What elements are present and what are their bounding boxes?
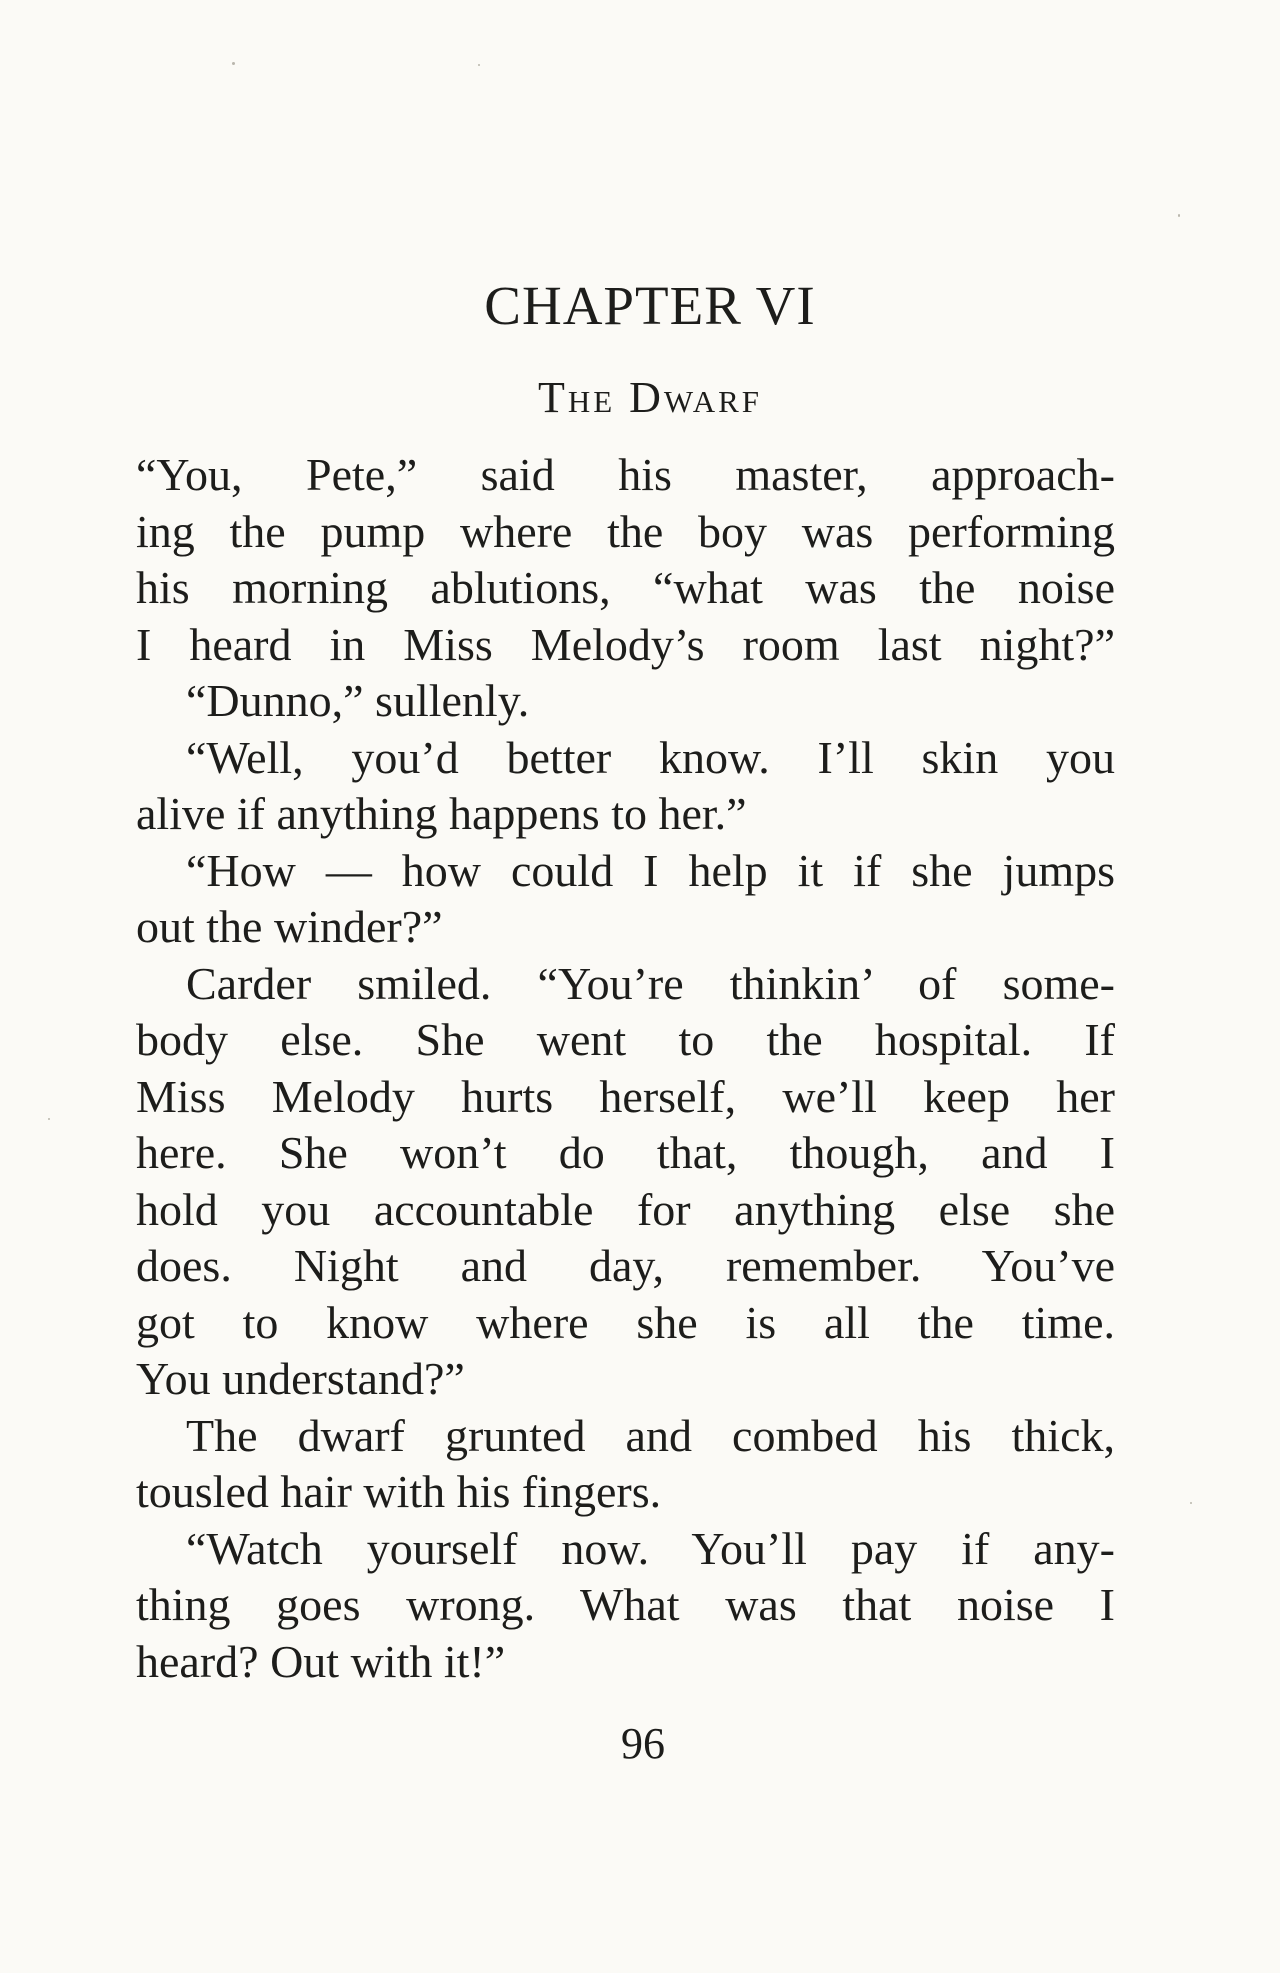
chapter-title: The Dwarf	[537, 373, 763, 422]
chapter-body	[136, 447, 1115, 1690]
paper-speck	[232, 62, 235, 65]
text-line: “Dunno,” sullenly.	[186, 675, 530, 726]
text-line: body else. She went to the hospital. If	[136, 1014, 1115, 1065]
paper-speck	[1178, 214, 1180, 217]
text-line: hold you accountable for anything else she	[136, 1183, 1115, 1235]
paragraph	[136, 1521, 1115, 1691]
text-line: here. She won’t do that, though, and I	[136, 1127, 1115, 1178]
text-line: “How — how could I help it if she jumps	[186, 844, 1115, 896]
text-line: does. Night and day, remember. You’ve	[136, 1240, 1115, 1291]
paragraph	[136, 447, 1115, 673]
text-line: “Watch yourself now. You’ll pay if any-	[186, 1522, 1115, 1574]
paragraph	[136, 730, 1115, 843]
text-line: out the winder?”	[136, 901, 443, 952]
chapter-heading: CHAPTER VI	[484, 275, 816, 336]
text-line: ing the pump where the boy was performing	[136, 505, 1115, 557]
text-line: his morning ablutions, “what was the noise	[136, 562, 1115, 613]
text-line: got to know where she is all the time.	[136, 1296, 1115, 1348]
page-number: 96	[621, 1719, 665, 1768]
text-line: The dwarf grunted and combed his thick,	[186, 1409, 1115, 1461]
text-line: You understand?”	[136, 1353, 465, 1404]
text-line: tousled hair with his fingers.	[136, 1466, 662, 1517]
text-line: thing goes wrong. What was that noise I	[136, 1579, 1115, 1630]
text-line: I heard in Miss Melody’s room last night?”	[136, 618, 1115, 670]
paragraph	[136, 673, 1115, 730]
paragraph	[136, 1408, 1115, 1521]
text-line: alive if anything happens to her.”	[136, 788, 747, 839]
text-line: “Well, you’d better know. I’ll skin you	[186, 731, 1115, 783]
paper-speck	[48, 1118, 50, 1120]
text-line: heard? Out with it!”	[136, 1635, 506, 1687]
text-line: Miss Melody hurts herself, we’ll keep her	[136, 1070, 1115, 1122]
text-line: “You, Pete,” said his master, approach-	[136, 449, 1115, 500]
paragraph	[136, 956, 1115, 1408]
text-line: Carder smiled. “You’re thinkin’ of some-	[186, 957, 1115, 1009]
paper-speck	[478, 64, 480, 66]
paper-speck	[1190, 1502, 1192, 1504]
paragraph	[136, 843, 1115, 956]
